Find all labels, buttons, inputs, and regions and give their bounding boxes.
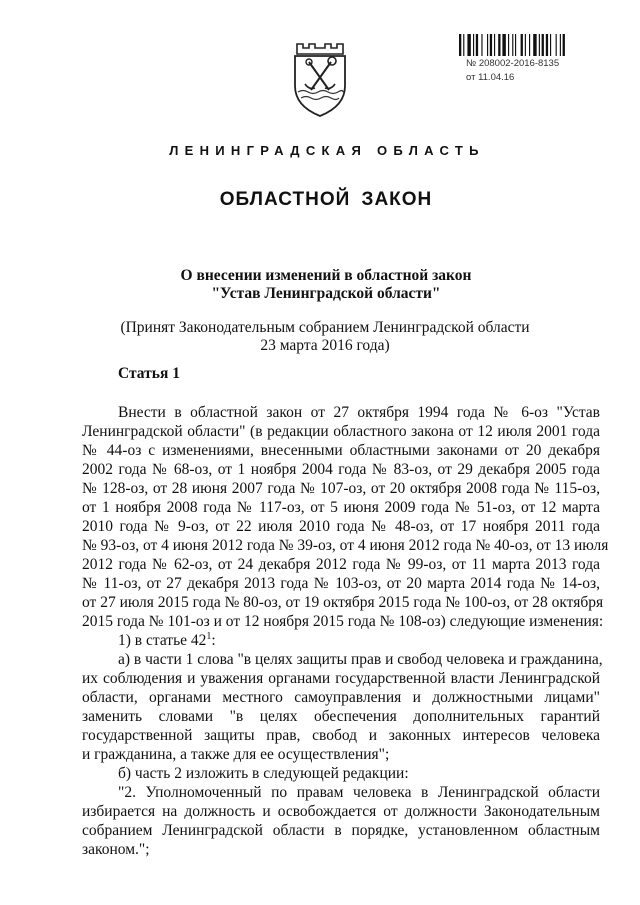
sub-a-line: области, органами местного самоуправления и должностными лицами" bbox=[82, 689, 600, 706]
item-1-line bbox=[118, 632, 216, 650]
quote-line: законом."; bbox=[82, 841, 150, 858]
intro-line: Внести в областной закон от 27 октября 1994 года № 6-оз "Устав bbox=[118, 404, 600, 421]
sub-a-line: государственной защиты прав, свобод и законных интересов человека bbox=[82, 727, 600, 744]
adoption-note-line-1: (Принят Законодательным собранием Ленинградской области bbox=[120, 319, 530, 336]
quote-line: "2. Уполномоченный по правам человека в Ленинградской области bbox=[118, 784, 600, 801]
intro-line: 2010 года № 9-оз, от 22 июля 2010 года № 48-оз, от 17 ноября 2011 года bbox=[82, 518, 600, 535]
sub-a-line: а) в части 1 слова "в целях защиты прав и свобод человека и гражданина, bbox=[118, 651, 603, 668]
intro-line: 2015 года № 101-оз и от 12 ноября 2015 года № 108-оз) следующие изменения: bbox=[82, 613, 604, 630]
intro-line: Ленинградской области" (в редакции областного закона от 12 июля 2001 года bbox=[82, 423, 600, 440]
adoption-note-line-2: 23 марта 2016 года) bbox=[260, 337, 390, 354]
intro-line: № 128-оз, от 28 июня 2007 года № 107-оз, от 20 октября 2008 года № 115-оз, bbox=[82, 480, 600, 497]
item-1-suffix: : bbox=[211, 632, 216, 649]
quote-line: избирается на должность и освобождается от должности Законодательным bbox=[82, 803, 600, 820]
intro-line: от 27 июля 2015 года № 80-оз, от 19 октября 2015 года № 100-оз, от 28 октября bbox=[82, 594, 604, 611]
sub-b-line: б) часть 2 изложить в следующей редакции: bbox=[118, 765, 409, 782]
item-1-superscript: 1 bbox=[206, 630, 212, 642]
registration-date: от 11.04.16 bbox=[466, 72, 515, 83]
barcode-icon bbox=[459, 34, 599, 56]
quote-line: собранием Ленинградской области в порядке, установленном областным bbox=[82, 822, 600, 839]
intro-line: от 1 ноября 2008 года № 117-оз, от 5 июня 2009 года № 51-оз, от 12 марта bbox=[82, 499, 600, 516]
coat-of-arms-icon bbox=[289, 40, 351, 118]
sub-a-line: и гражданина, а также для ее осуществления"; bbox=[82, 746, 390, 763]
intro-line: 2002 года № 68-оз, от 1 ноября 2004 года № 83-оз, от 29 декабря 2005 года bbox=[82, 461, 600, 478]
document-type-heading: ОБЛАСТНОЙ ЗАКОН bbox=[219, 189, 433, 210]
region-heading: ЛЕНИНГРАДСКАЯ ОБЛАСТЬ bbox=[169, 143, 485, 158]
registration-number: № 208002-2016-8135 bbox=[466, 58, 560, 69]
intro-line: № 93-оз, от 4 июня 2012 года № 39-оз, от 4 июня 2012 года № 40-оз, от 13 июля bbox=[82, 537, 609, 554]
law-title-line-2: "Устав Ленинградской области" bbox=[211, 285, 441, 302]
sub-a-line: их соблюдения и уважения органами государственной власти Ленинградской bbox=[82, 670, 600, 687]
intro-line: № 44-оз с изменениями, внесенными областными законами от 20 декабря bbox=[82, 442, 600, 459]
item-1-text: 1) в статье 42 bbox=[118, 632, 207, 649]
article-heading: Статья 1 bbox=[118, 365, 180, 382]
law-title-line-1: О внесении изменений в областной закон bbox=[180, 267, 472, 284]
sub-a-line: заменить словами "в целях обеспечения дополнительных гарантий bbox=[82, 708, 600, 725]
intro-line: № 11-оз, от 27 декабря 2013 года № 103-оз, от 20 марта 2014 года № 14-оз, bbox=[82, 575, 600, 592]
intro-line: 2012 года № 62-оз, от 24 декабря 2012 года № 99-оз, от 11 марта 2013 года bbox=[82, 556, 600, 573]
